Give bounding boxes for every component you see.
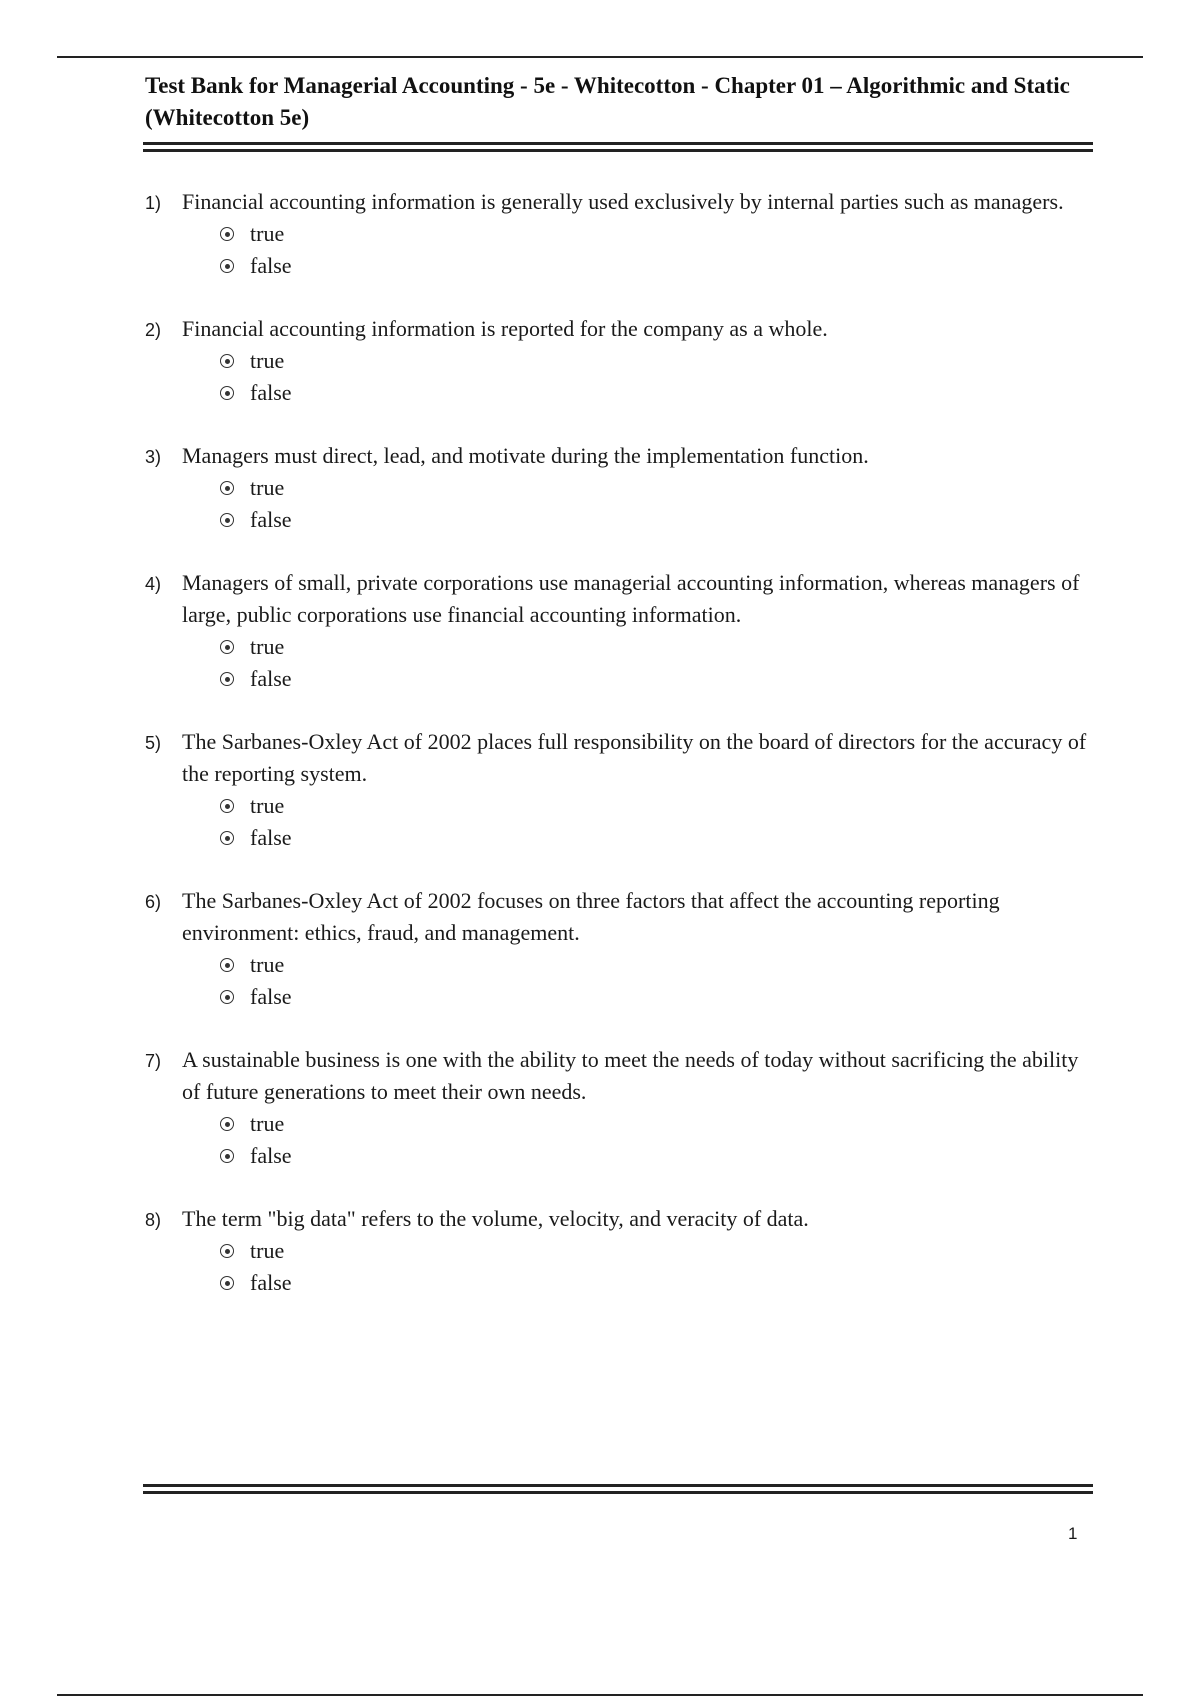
option-true[interactable] (220, 631, 1095, 663)
question-text: The Sarbanes-Oxley Act of 2002 places full responsibility on the board of directors for the accuracy of the reporting system. (182, 729, 1087, 786)
option-true[interactable] (220, 1235, 1095, 1267)
radio-icon[interactable] (220, 259, 234, 273)
option-false[interactable] (220, 663, 1095, 695)
question-3 (145, 440, 1095, 536)
option-label: false (250, 1143, 292, 1168)
option-false[interactable] (220, 822, 1095, 854)
option-true[interactable] (220, 949, 1095, 981)
radio-icon[interactable] (220, 354, 234, 368)
option-label: false (250, 666, 292, 691)
question-text: A sustainable business is one with the ability to meet the needs of today without sacrificing the ability of future generations to meet their own needs. (182, 1047, 1079, 1104)
question-5 (145, 726, 1095, 854)
question-text: The term "big data" refers to the volume, velocity, and veracity of data. (182, 1206, 809, 1231)
question-list (145, 186, 1095, 1330)
question-number: 4) (145, 574, 162, 594)
document-title: Test Bank for Managerial Accounting - 5e - Whitecotton - Chapter 01 – Algorithmic and Static (Whitecotton 5e) (145, 73, 1070, 130)
option-label: false (250, 984, 292, 1009)
question-number: 8) (145, 1210, 162, 1230)
option-label: false (250, 253, 292, 278)
radio-icon[interactable] (220, 1276, 234, 1290)
question-text: Managers must direct, lead, and motivate during the implementation function. (182, 443, 869, 468)
page-bottom-rule (57, 1694, 1143, 1696)
radio-icon[interactable] (220, 831, 234, 845)
question-text: Managers of small, private corporations use managerial accounting information, whereas managers of large, public corporations use financial accounting information. (182, 570, 1080, 627)
question-2 (145, 313, 1095, 409)
option-label: true (250, 634, 285, 659)
question-number: 2) (145, 320, 162, 340)
radio-icon[interactable] (220, 386, 234, 400)
page-number: 1 (1068, 1524, 1078, 1543)
option-false[interactable] (220, 377, 1095, 409)
question-6 (145, 885, 1095, 1013)
option-false[interactable] (220, 981, 1095, 1013)
question-number: 7) (145, 1051, 162, 1071)
radio-icon[interactable] (220, 513, 234, 527)
option-label: true (250, 952, 285, 977)
radio-icon[interactable] (220, 672, 234, 686)
option-label: false (250, 1270, 292, 1295)
option-label: false (250, 825, 292, 850)
option-label: true (250, 793, 285, 818)
question-8 (145, 1203, 1095, 1299)
question-number: 5) (145, 733, 162, 753)
radio-icon[interactable] (220, 481, 234, 495)
radio-icon[interactable] (220, 640, 234, 654)
radio-icon[interactable] (220, 1244, 234, 1258)
radio-icon[interactable] (220, 1149, 234, 1163)
option-label: true (250, 221, 285, 246)
option-true[interactable] (220, 1108, 1095, 1140)
option-label: true (250, 348, 285, 373)
option-true[interactable] (220, 472, 1095, 504)
header-double-rule (143, 142, 1093, 152)
question-4 (145, 567, 1095, 695)
radio-icon[interactable] (220, 958, 234, 972)
footer-double-rule (143, 1484, 1093, 1494)
question-7 (145, 1044, 1095, 1172)
option-true[interactable] (220, 790, 1095, 822)
radio-icon[interactable] (220, 990, 234, 1004)
option-label: false (250, 380, 292, 405)
question-number: 6) (145, 892, 162, 912)
question-text: The Sarbanes-Oxley Act of 2002 focuses on three factors that affect the accounting reporting environment: ethics, fraud, and management. (182, 888, 1000, 945)
radio-icon[interactable] (220, 799, 234, 813)
option-label: true (250, 475, 285, 500)
page-top-rule (57, 56, 1143, 58)
option-label: false (250, 507, 292, 532)
question-number: 3) (145, 447, 162, 467)
option-false[interactable] (220, 1140, 1095, 1172)
radio-icon[interactable] (220, 227, 234, 241)
question-number: 1) (145, 193, 162, 213)
option-label: true (250, 1111, 285, 1136)
question-text: Financial accounting information is generally used exclusively by internal parties such as managers. (182, 189, 1064, 214)
question-1 (145, 186, 1095, 282)
option-label: true (250, 1238, 285, 1263)
option-false[interactable] (220, 1267, 1095, 1299)
option-false[interactable] (220, 250, 1095, 282)
question-text: Financial accounting information is reported for the company as a whole. (182, 316, 828, 341)
option-false[interactable] (220, 504, 1095, 536)
option-true[interactable] (220, 218, 1095, 250)
radio-icon[interactable] (220, 1117, 234, 1131)
option-true[interactable] (220, 345, 1095, 377)
